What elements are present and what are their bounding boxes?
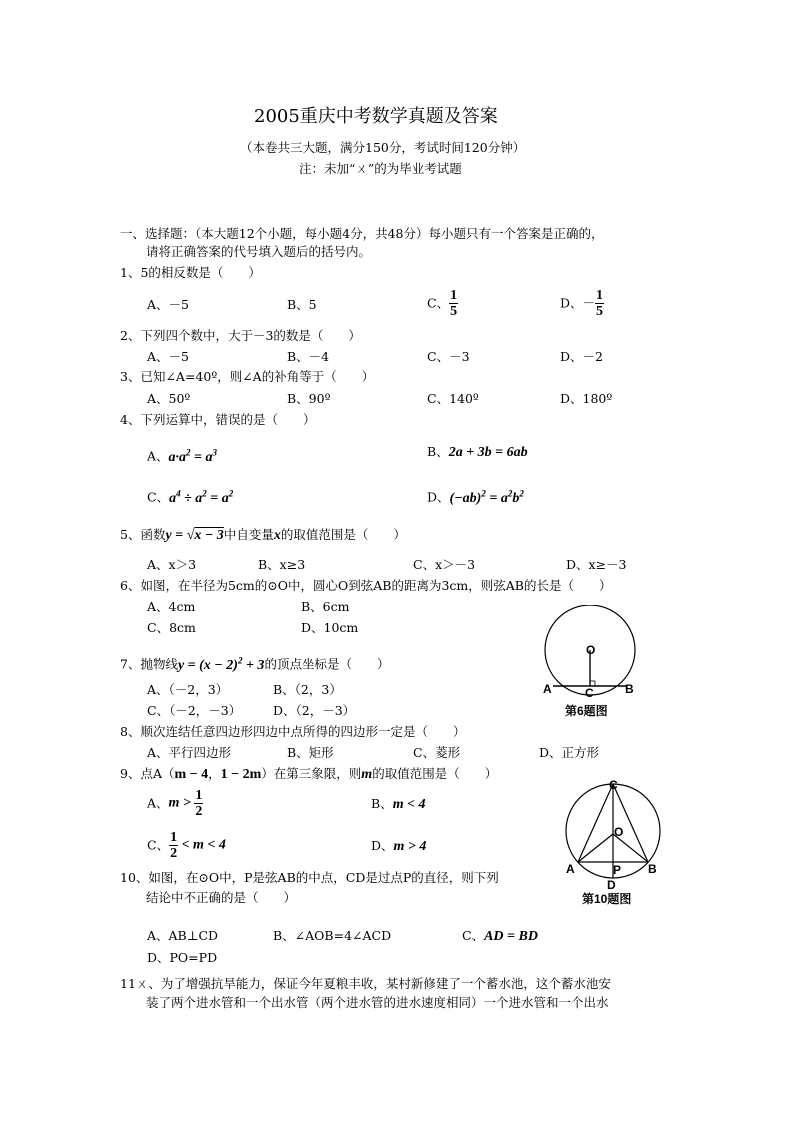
q5-option-b: B、x≥3 — [258, 557, 306, 572]
note: 注：未加“ㄨ”的为毕业考试题 — [299, 161, 462, 176]
q8-option-d: D、正方形 — [539, 745, 600, 760]
fig10-label-d: D — [607, 878, 616, 892]
q5-option-c: C、x＞－3 — [413, 557, 476, 572]
q8-option-b: B、矩形 — [287, 745, 334, 760]
q10-stem-line1: 10、如图，在⊙O中，P是弦AB的中点，CD是过点P的直径，则下列 — [120, 870, 499, 885]
q4-option-c: C、$a^4 \div a^2 = a^2$ — [147, 488, 234, 506]
fig10-label-b: B — [648, 862, 657, 876]
section-heading: 一、选择题：（本大题12个小题，每小题4分，共48分）每小题只有一个答案是正确的， — [120, 226, 604, 241]
q4-option-b: B、2a + 3b = 6ab — [427, 444, 528, 460]
q10-option-d: D、PO=PD — [147, 950, 218, 965]
q6-option-a: A、4cm — [147, 599, 196, 614]
q2-option-a: A、－5 — [147, 349, 189, 364]
q9-option-b: B、m < 4 — [371, 796, 426, 812]
q10-stem-line2: 结论中不正确的是（ ） — [146, 890, 297, 905]
q4-option-d: D、$(-ab)^2 = a^2b^2$ — [427, 488, 524, 506]
q5-stem: 5、函数y = √x − 3中自变量x的取值范围是（ ） — [120, 527, 406, 543]
q1-option-c: C、 $\frac{1}{5}$ — [427, 288, 458, 319]
q6-option-b: B、6cm — [301, 599, 350, 614]
q3-option-a: A、50º — [147, 391, 191, 406]
q5-option-a: A、x＞3 — [147, 557, 197, 572]
q5-option-d: D、x≥－3 — [566, 557, 627, 572]
q6-stem: 6、如图，在半径为5cm的⊙O中，圆心O到弦AB的距离为3cm，则弦AB的长是（ ） — [120, 578, 612, 593]
q3-stem: 3、已知∠A=40º，则∠A的补角等于（ ） — [120, 369, 375, 384]
q4-stem: 4、下列运算中，错误的是（ ） — [120, 412, 316, 427]
fig6-label-b: B — [625, 682, 634, 696]
q2-option-d: D、－2 — [560, 349, 603, 364]
q3-option-d: D、180º — [560, 391, 613, 406]
q7-option-c: C、（－2，－3） — [147, 703, 242, 718]
figure-6-circle — [538, 605, 642, 723]
q6-option-d: D、10cm — [301, 620, 359, 635]
subtitle: （本卷共三大题，满分150分，考试时间120分钟） — [240, 140, 526, 155]
q9-option-d: D、m > 4 — [371, 838, 427, 854]
q9-option-a: A、m > $\frac{1}{2}$ — [147, 788, 203, 819]
q3-option-c: C、140º — [427, 391, 479, 406]
q2-option-c: C、－3 — [427, 349, 470, 364]
q2-option-b: B、－4 — [287, 349, 330, 364]
section-instruction: 请将正确答案的代号填入题后的括号内。 — [146, 244, 372, 259]
fig10-label-o: O — [614, 825, 624, 839]
q8-option-a: A、平行四边形 — [147, 745, 232, 760]
figure-10-circle — [560, 776, 666, 908]
q1-option-a: A、－5 — [147, 297, 189, 312]
q6-option-c: C、8cm — [147, 620, 196, 635]
fig6-label-a: A — [543, 682, 552, 696]
q10-option-a: A、AB⊥CD — [147, 928, 219, 943]
q7-option-a: A、（－2，3） — [147, 682, 229, 697]
fig6-label-c: C — [585, 686, 594, 700]
q9-option-c: C、 $\frac{1}{2}$ < m < 4 — [147, 830, 226, 861]
q2-stem: 2、下列四个数中，大于－3的数是（ ） — [120, 328, 361, 343]
fig10-caption: 第10题图 — [582, 892, 632, 906]
q11-line1: 11ㄨ、为了增强抗旱能力，保证今年夏粮丰收，某村新修建了一个蓄水池，这个蓄水池安 — [120, 976, 611, 991]
q1-option-d: D、－ $\frac{1}{5}$ — [560, 288, 604, 319]
q4-option-a: A、$a\cdot a^2 = a^3$ — [147, 447, 218, 465]
q1-stem: 1、5的相反数是（ ） — [120, 265, 261, 280]
fig10-label-a: A — [566, 862, 575, 876]
q7-option-b: B、（2，3） — [273, 682, 342, 697]
q10-option-c: C、AD = BD — [462, 928, 538, 944]
q10-option-b: B、∠AOB=4∠ACD — [273, 928, 392, 943]
q11-line2: 装了两个进水管和一个出水管（两个进水管的进水速度相同）一个进水管和一个出水 — [146, 995, 609, 1010]
q3-option-b: B、90º — [287, 391, 331, 406]
fig6-caption: 第6题图 — [565, 704, 608, 718]
fig10-label-c: C — [609, 778, 618, 792]
q7-option-d: D、（2，－3） — [273, 703, 356, 718]
q7-stem: 7、抛物线$y = (x - 2)^2 + 3$的顶点坐标是（ ） — [120, 655, 390, 673]
q1-option-b: B、5 — [287, 297, 317, 312]
q9-stem: 9、点A（m − 4，1 − 2m）在第三象限，则m的取值范围是（ ） — [120, 766, 498, 782]
fig10-label-p: P — [613, 863, 622, 877]
fig6-label-o: O — [586, 643, 596, 657]
q8-stem: 8、顺次连结任意四边形四边中点所得的四边形一定是（ ） — [120, 724, 466, 739]
page-title: 2005重庆中考数学真题及答案 — [254, 106, 498, 127]
q8-option-c: C、菱形 — [413, 745, 461, 760]
